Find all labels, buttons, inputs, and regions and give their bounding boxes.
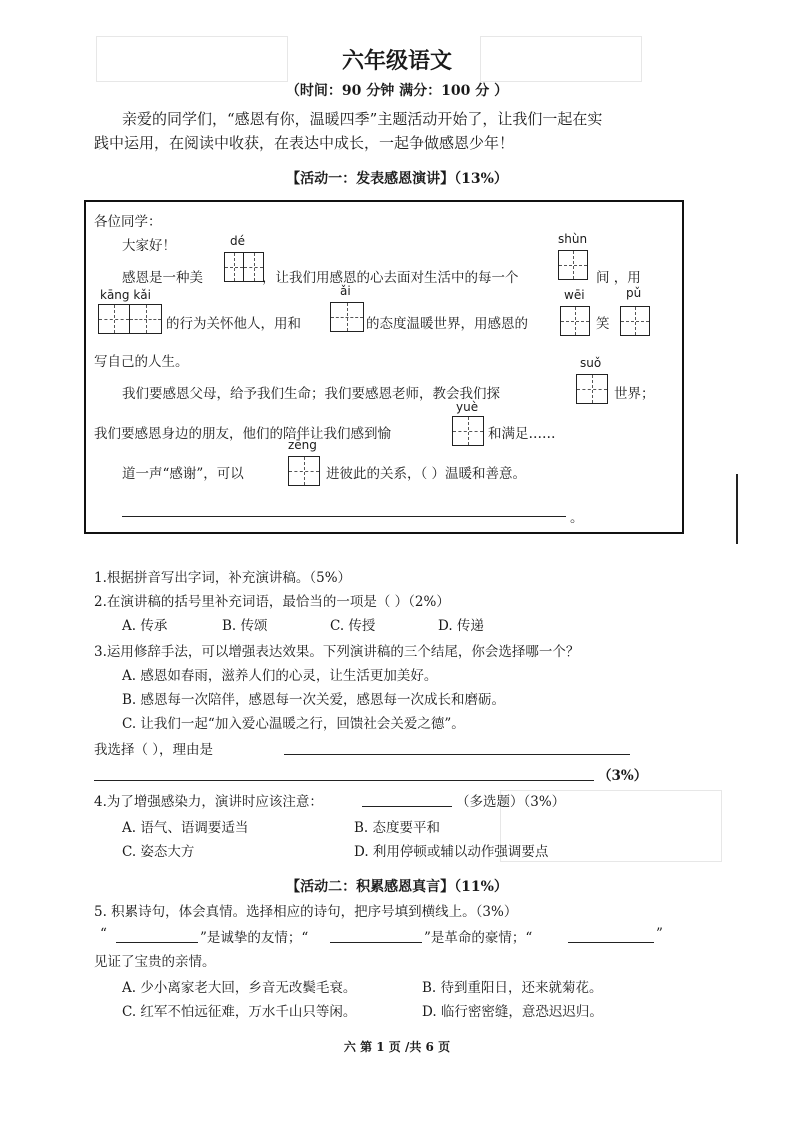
q5-option-a: A. 少小离家老大回，乡音无改鬓毛衰。 [122, 980, 357, 996]
pinyin-wei: wēi [564, 288, 585, 302]
question-3: 3.运用修辞手法，可以增强表达效果。下列演讲稿的三个结尾，你会选择哪一个？ [94, 644, 580, 660]
q2-option-d: D. 传递 [438, 618, 484, 634]
question-4-tail: （多选题）（3%） [456, 794, 566, 810]
q2-option-a: A. 传承 [122, 618, 168, 634]
char-box-zeng[interactable] [288, 456, 320, 486]
pinyin-ai: ǎi [340, 284, 351, 298]
q5-text-friendship: ”是诚挚的友情；“ [200, 930, 309, 946]
question-4: 4.为了增强感染力，演讲时应该注意： [94, 794, 323, 810]
q3-reason-blank-1[interactable] [284, 754, 630, 755]
speech-line-8b: 进彼此的关系，（ ）温暖和善意。 [326, 466, 527, 482]
pinyin-shun: shùn [558, 232, 588, 246]
pinyin-kangkai: kāng kǎi [100, 288, 151, 302]
intro-line-1: 亲爱的同学们，“感恩有你，温暖四季”主题活动开始了，让我们一起在实 [122, 110, 603, 128]
char-box-ai[interactable] [330, 302, 364, 332]
q3-score: （3%） [598, 768, 648, 784]
speech-line-4c: 笑 [596, 316, 610, 332]
speech-greeting: 各位同学： [94, 214, 162, 230]
speech-hello: 大家好！ [122, 238, 176, 254]
q5-text-family: 见证了宝贵的亲情。 [94, 954, 216, 970]
speech-line-8a: 道一声“感谢”，可以 [122, 466, 244, 482]
q2-option-b: B. 传颂 [222, 618, 268, 634]
char-box-wei[interactable] [560, 306, 590, 336]
page-title: 六年级语文 [341, 49, 452, 74]
speech-ending-blank[interactable] [122, 516, 566, 517]
speech-line-6b: 世界； [614, 386, 655, 402]
q5-option-d: D. 临行密密缝，意恐迟迟归。 [422, 1004, 603, 1020]
page-number: 六 第 1 页 /共 6 页 [343, 1040, 451, 1054]
q5-blank-family[interactable] [568, 942, 654, 943]
speech-line-6: 我们要感恩父母，给予我们生命；我们要感恩老师，教会我们探 [122, 386, 500, 402]
scan-mark [736, 474, 738, 544]
q5-blank-revolution[interactable] [330, 942, 422, 943]
speech-line-7b: 和满足…… [488, 426, 556, 442]
q3-option-b: B. 感恩每一次陪伴，感恩每一次关爱，感恩每一次成长和磨砺。 [122, 692, 506, 708]
q3-option-a: A. 感恩如春雨，滋养人们的心灵，让生活更加美好。 [122, 668, 438, 684]
char-box-suo[interactable] [576, 374, 608, 404]
q4-option-b: B. 态度要平和 [354, 820, 441, 836]
pinyin-pu: pǔ [626, 286, 642, 300]
char-box-de[interactable] [224, 252, 264, 282]
q4-option-d: D. 利用停顿或辅以动作强调要点 [354, 844, 549, 860]
speech-line-9-end: 。 [570, 510, 584, 526]
speech-line-7: 我们要感恩身边的朋友，他们的陪伴让我们感到愉 [94, 426, 391, 442]
char-box-yue[interactable] [452, 416, 484, 446]
exam-info: （时间：90 分钟 满分：100 分 ） [285, 83, 509, 99]
q3-reason-blank-2[interactable] [94, 780, 594, 781]
q4-option-a: A. 语气、语调要适当 [122, 820, 249, 836]
q5-option-c: C. 红军不怕远征难，万水千山只等闲。 [122, 1004, 357, 1020]
q5-quote-open-1: “ [100, 926, 107, 942]
speech-line-3a: 感恩是一种美 [122, 270, 203, 286]
question-1: 1.根据拼音写出字词，补充演讲稿。（5%） [94, 570, 352, 586]
intro-line-2: 践中运用，在阅读中收获，在表达中成长，一起争做感恩少年！ [94, 134, 515, 152]
q5-option-b: B. 待到重阳日，还来就菊花。 [422, 980, 603, 996]
q5-blank-friendship[interactable] [116, 942, 198, 943]
q5-quote-close: ” [656, 926, 663, 942]
speech-line-4a: 的行为关怀他人，用和 [166, 316, 301, 332]
pinyin-suo: suǒ [580, 356, 602, 370]
activity-2-heading: 【活动二：积累感恩真言】（11%） [286, 879, 508, 895]
speech-line-5: 写自己的人生。 [94, 354, 189, 370]
q4-answer-blank[interactable] [362, 806, 452, 807]
question-5: 5. 积累诗句，体会真情。选择相应的诗句，把序号填到横线上。（3%） [94, 904, 518, 920]
q3-choice-prompt: 我选择（ ），理由是 [94, 742, 214, 758]
q4-option-c: C. 姿态大方 [122, 844, 195, 860]
q2-option-c: C. 传授 [330, 618, 376, 634]
speech-line-4b: 的态度温暖世界，用感恩的 [366, 316, 528, 332]
pinyin-yue: yuè [456, 400, 479, 414]
char-box-kangkai[interactable] [98, 304, 162, 334]
question-2: 2.在演讲稿的括号里补充词语，最恰当的一项是（ ）（2%） [94, 594, 450, 610]
speech-line-3b: ，让我们用感恩的心去面对生活中的每一个 [262, 270, 519, 286]
speech-line-3c: 间 ，用 [596, 270, 641, 286]
char-box-shun[interactable] [558, 250, 588, 280]
char-box-pu[interactable] [620, 306, 650, 336]
pinyin-de: dé [230, 234, 245, 248]
q5-text-revolution: ”是革命的豪情；“ [424, 930, 533, 946]
activity-1-heading: 【活动一：发表感恩演讲】（13%） [286, 171, 508, 187]
pinyin-zeng: zēng [288, 438, 317, 452]
q3-option-c: C. 让我们一起“加入爱心温暖之行，回馈社会关爱之德”。 [122, 716, 465, 732]
